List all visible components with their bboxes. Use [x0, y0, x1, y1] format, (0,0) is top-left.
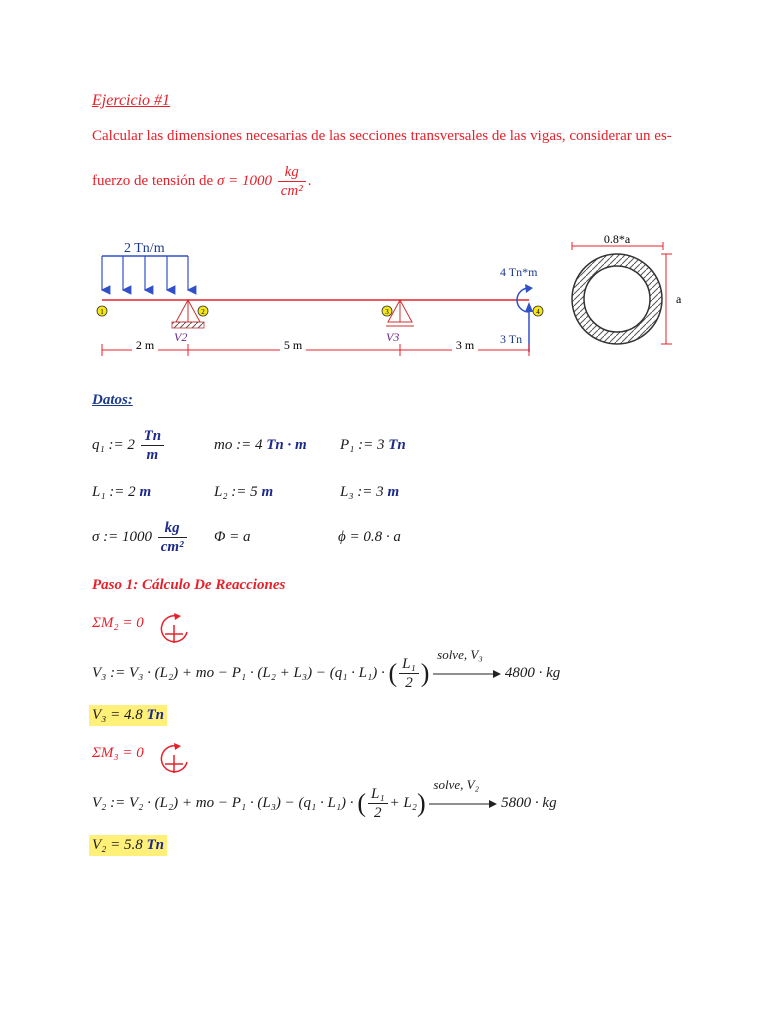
l3-lhs: L₃ := 3 — [340, 484, 384, 500]
support-v2-label: V2 — [174, 330, 188, 344]
exercise-heading: Ejercicio #1 — [92, 92, 171, 109]
node-1-label: 1 — [100, 308, 104, 316]
equation-v3-fraction — [399, 656, 419, 691]
node-4-label: 4 — [536, 308, 540, 316]
equation-v2-numerator: L₁ — [368, 786, 388, 804]
solve-arrow-icon-2 — [429, 799, 497, 809]
solve-arrow-icon — [433, 669, 501, 679]
data-Phi: Φ = a — [214, 529, 251, 545]
sigma-numerator: kg — [278, 164, 306, 182]
section-width-label: 0.8*a — [603, 232, 631, 246]
dimension-1: 2 m — [135, 338, 155, 352]
equation-v2: V₂ := V₂ · (L₂) + mo − P₁ · (L₃) − (q₁ · L₁) · ( $\frac{\text{L₁}}{2}$ + L₂) solve, V₂ 5800 · kg — [92, 776, 557, 821]
data-l1 — [92, 484, 151, 501]
solve-arrow-2 — [429, 776, 497, 809]
equation-v3: V₃ := V₃ · (L₂) + mo − P₁ · (L₂ + L₃) − (q₁ · L₁) · ( $\frac{\text{L₁}}{2}$ ) solve, V₃ 4800 · kg — [92, 646, 561, 691]
l1-unit: m — [139, 484, 152, 500]
q1-denominator: m — [146, 447, 159, 463]
mo-lhs: mo := 4 — [214, 437, 263, 453]
problem-line-1: Calcular las dimensiones necesarias de las secciones transversales de las vigas, considerar un es- — [92, 128, 672, 144]
moment-label: 4 Tn*m — [500, 265, 538, 279]
v2-result-unit: Tn — [146, 837, 165, 853]
problem-line-2 — [92, 164, 311, 199]
q1-lhs: q₁ := 2 — [92, 436, 135, 453]
equation-v2-plus: + L₂ — [389, 794, 417, 811]
equation-v2-lhs: V₂ := V₂ · (L₂) + mo − P₁ · (L₃) − (q₁ · L₁) · — [92, 794, 354, 811]
data-l3 — [340, 484, 399, 501]
support-v3-label: V3 — [386, 330, 400, 344]
data-l2 — [214, 484, 273, 501]
solve-label-v3: solve, V₃ — [437, 646, 483, 662]
beam-diagram — [88, 222, 684, 368]
load-label: 2 Tn/m — [124, 241, 165, 256]
sigma-lhs: σ := 1000 — [92, 528, 153, 545]
datos-heading: Datos: — [92, 392, 133, 408]
point-load-label: 3 Tn — [500, 332, 523, 346]
solve-label-v2: solve, V₂ — [433, 776, 480, 792]
sigma-unit-denominator: cm² — [160, 539, 184, 555]
p1-lhs: P₁ := 3 — [340, 437, 385, 453]
sum-m2: ΣM₂ = 0 — [92, 615, 144, 631]
problem-line-2-prefix: fuerzo de tensión de — [92, 172, 214, 189]
q1-numerator: Tn — [141, 428, 165, 446]
equation-v2-fraction — [368, 786, 388, 821]
v3-result — [89, 705, 167, 726]
solve-arrow — [433, 646, 501, 679]
node-3-label: 3 — [385, 308, 389, 316]
sigma-fraction — [278, 164, 306, 199]
data-q1 — [92, 428, 166, 463]
sum-m3: ΣM₃ = 0 — [92, 745, 144, 761]
problem-line-2-suffix: . — [307, 172, 312, 189]
data-mo — [214, 437, 307, 454]
equation-v3-lhs: V₃ := V₃ · (L₂) + mo − P₁ · (L₂ + L₃) − (q₁ · L₁) · — [92, 664, 385, 681]
equation-v2-result: 5800 · kg — [501, 794, 557, 811]
v2-result — [89, 835, 167, 856]
v2-result-value: V₂ = 5.8 — [92, 837, 143, 853]
sigma-unit-fraction — [158, 520, 187, 555]
step1-heading: Paso 1: Cálculo De Reacciones — [92, 577, 286, 593]
data-phi: ϕ = 0.8 · a — [338, 529, 401, 545]
sigma-denominator: cm² — [280, 183, 303, 199]
l2-lhs: L₂ := 5 — [214, 484, 258, 500]
equation-v3-denominator: 2 — [405, 675, 413, 691]
dimension-2: 5 m — [283, 338, 303, 352]
mo-unit: Tn · m — [266, 437, 307, 453]
l2-unit: m — [261, 484, 274, 500]
rotation-ccw-icon-2 — [157, 742, 191, 776]
section-height-label: a — [676, 292, 682, 306]
p1-unit: Tn — [388, 437, 406, 453]
data-p1 — [340, 437, 406, 454]
dimension-3: 3 m — [455, 338, 475, 352]
data-sigma — [92, 520, 189, 555]
q1-fraction — [141, 428, 165, 463]
sigma-unit-numerator: kg — [158, 520, 187, 538]
sigma-equation: σ = 1000 — [216, 172, 272, 189]
equation-v3-result: 4800 · kg — [504, 664, 561, 681]
rotation-ccw-icon — [157, 612, 191, 646]
l3-unit: m — [387, 484, 400, 500]
equation-v3-numerator: L₁ — [399, 656, 419, 674]
equation-v2-denominator: 2 — [374, 805, 382, 821]
v3-result-unit: Tn — [146, 707, 165, 723]
v3-result-value: V₃ = 4.8 — [92, 707, 143, 723]
l1-lhs: L₁ := 2 — [92, 484, 136, 500]
node-2-label: 2 — [201, 308, 205, 316]
